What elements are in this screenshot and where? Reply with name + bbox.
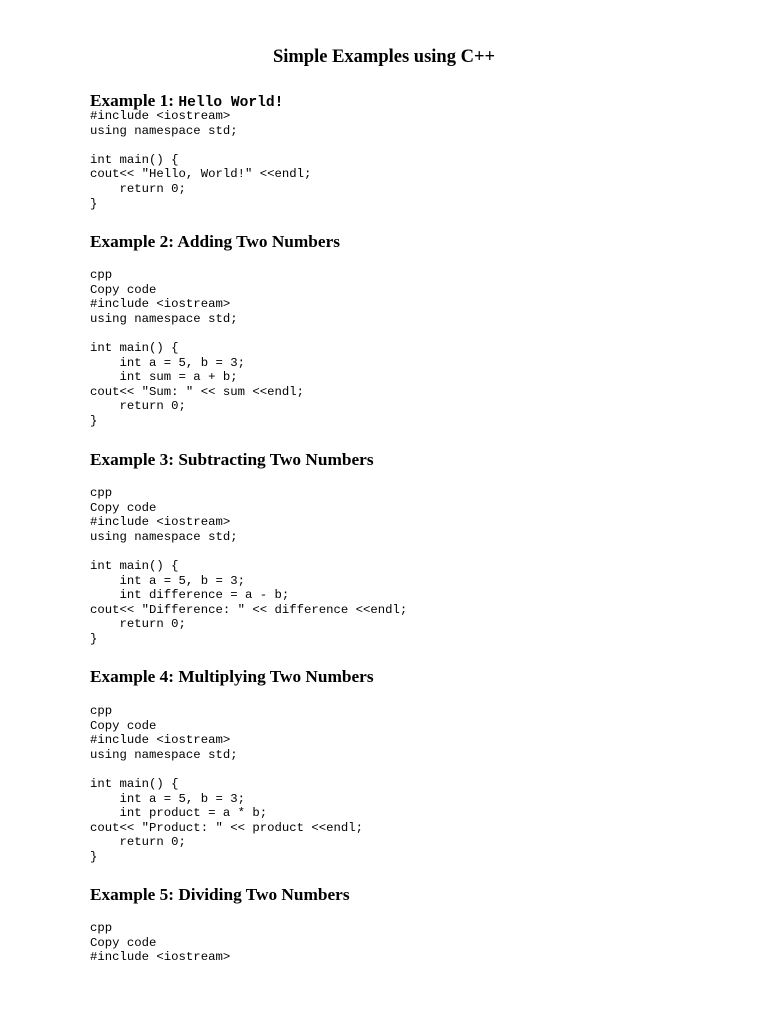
example-3-heading: Example 3: Subtracting Two Numbers (90, 450, 374, 469)
example-1-heading-label: Example 1: (90, 91, 179, 110)
example-4-code-block: cpp Copy code #include <iostream> using namespace std; int main() { int a = 5, b = 3; int product = a * b; cout<< "Product: " << product <<endl; return 0; } (90, 704, 364, 864)
page-title: Simple Examples using C++ (272, 47, 496, 67)
example-5-code-block: cpp Copy code #include <iostream> (90, 921, 231, 965)
example-5-heading: Example 5: Dividing Two Numbers (90, 885, 350, 904)
example-4-heading: Example 4: Multiplying Two Numbers (90, 667, 374, 686)
example-1-code-block: #include <iostream> using namespace std; int main() { cout<< "Hello, World!" <<endl; return 0; } (90, 109, 312, 211)
example-2-code-block: cpp Copy code #include <iostream> using namespace std; int main() { int a = 5, b = 3; int sum = a + b; cout<< "Sum: " << sum <<endl; return 0; } (90, 268, 305, 428)
example-3-code-block: cpp Copy code #include <iostream> using namespace std; int main() { int a = 5, b = 3; int difference = a - b; cout<< "Difference: " << difference <<endl; return 0; } (90, 486, 408, 646)
example-2-heading: Example 2: Adding Two Numbers (90, 232, 340, 251)
example-1-heading-code: Hello World! (178, 95, 284, 111)
